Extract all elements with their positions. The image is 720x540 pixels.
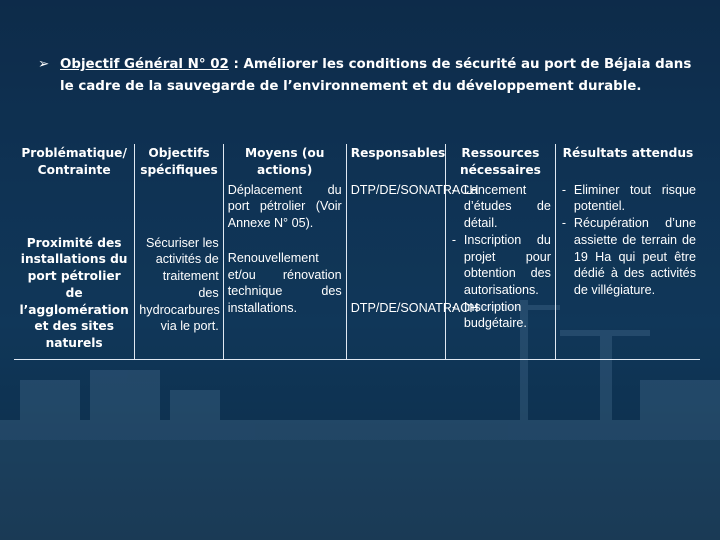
moyens-cell (223, 181, 346, 360)
list-item: - Inscription budgétaire. (450, 299, 551, 332)
ressources-cell (445, 181, 555, 360)
header-responsables: Responsables (346, 144, 445, 181)
responsables-cell (346, 181, 479, 360)
objective-separator: : (228, 57, 244, 72)
header-moyens: Moyens (ou actions) (223, 144, 346, 181)
list-item: - Inscription du projet pour obtention des autorisations. (450, 232, 551, 299)
header-resultats: Résultats attendus (562, 146, 694, 160)
objective-heading (38, 54, 698, 98)
table-row (14, 181, 700, 360)
header-objectifs: Objectifs spécifiques (135, 144, 223, 181)
ressources-list (450, 182, 551, 332)
problematique-cell: Proximité des installations du port pétrolier de l’agglomération et des sites naturels (14, 181, 135, 360)
list-item: - Eliminer tout risque potentiel. (560, 182, 696, 215)
objective-text-line1: Améliorer les conditions de sécurité au port de Béjaia dans (243, 57, 692, 72)
objective-label: Objectif Général N° 02 (60, 57, 229, 72)
header-ressources: Ressources nécessaires (445, 144, 555, 181)
resultats-cell (555, 181, 700, 360)
objective-text-line2: le cadre de la sauvegarde de l’environnement et du développement durable. (60, 79, 642, 94)
moyen-item: Renouvellement et/ou rénovation technique des installations. (227, 250, 342, 315)
list-item: - Lancement d’études de détail. (450, 182, 551, 232)
moyen-item: Déplacement du port pétrolier (Voir Annexe N° 05). (227, 182, 342, 231)
arrow-bullet-icon: ➢ (38, 57, 50, 72)
objectives-table (14, 144, 700, 360)
objectif-cell: Sécuriser les activités de traitement des hydrocarbures via le port. (135, 181, 223, 360)
responsable-item: DTP/DE/SONATRACH (350, 300, 479, 315)
list-item: - Récupération d’une assiette de terrain de 19 Ha qui peut être dédié à des activités de villégiature. (560, 215, 696, 299)
resultats-list (560, 182, 696, 299)
table-header-row (14, 144, 700, 181)
header-problematique: Problématique/ Contrainte (14, 144, 135, 181)
responsable-item: DTP/DE/SONATRACH (350, 182, 479, 197)
